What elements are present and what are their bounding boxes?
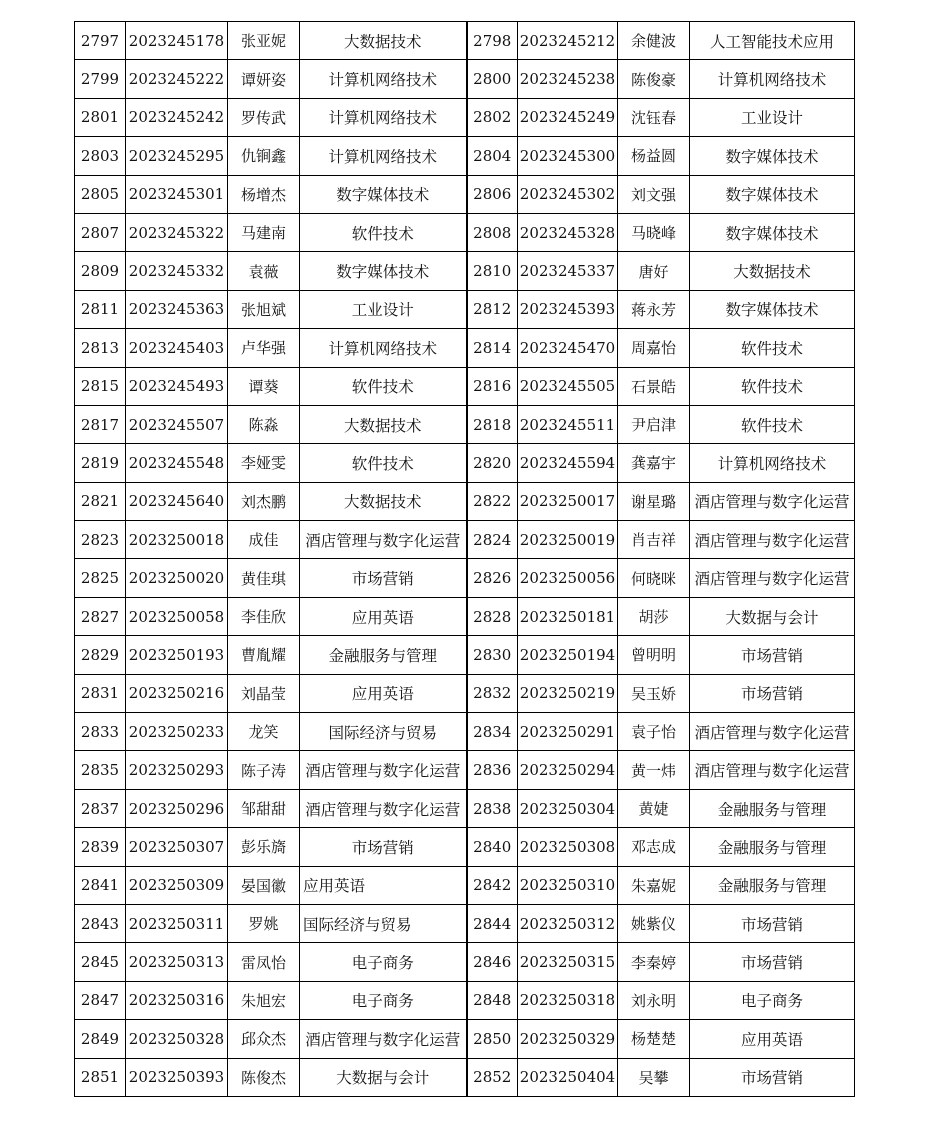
name-cell: 邱众杰 [228, 1020, 300, 1058]
seq-cell: 2837 [75, 789, 126, 827]
student-id-cell: 2023250181 [518, 597, 618, 635]
major-cell: 电子商务 [300, 981, 467, 1019]
seq-cell: 2836 [467, 751, 518, 789]
student-id-cell: 2023250312 [518, 904, 618, 942]
seq-cell: 2803 [75, 137, 126, 175]
seq-cell: 2802 [467, 98, 518, 136]
name-cell: 马晓峰 [618, 213, 690, 251]
student-id-cell: 2023250313 [126, 943, 228, 981]
seq-cell: 2799 [75, 60, 126, 98]
seq-cell: 2832 [467, 674, 518, 712]
name-cell: 谭葵 [228, 367, 300, 405]
student-id-cell: 2023250056 [518, 559, 618, 597]
seq-cell: 2840 [467, 828, 518, 866]
seq-cell: 2820 [467, 444, 518, 482]
name-cell: 姚紫仪 [618, 904, 690, 942]
seq-cell: 2842 [467, 866, 518, 904]
name-cell: 雷凤怡 [228, 943, 300, 981]
major-cell: 市场营销 [690, 636, 855, 674]
student-id-cell: 2023250328 [126, 1020, 228, 1058]
name-cell: 陈俊豪 [618, 60, 690, 98]
roster-body [75, 22, 855, 1097]
table-row [75, 290, 855, 328]
name-cell: 罗姚 [228, 904, 300, 942]
major-cell: 国际经济与贸易 [300, 713, 467, 751]
student-id-cell: 2023250316 [126, 981, 228, 1019]
name-cell: 刘文强 [618, 175, 690, 213]
major-cell: 数字媒体技术 [690, 213, 855, 251]
table-row [75, 482, 855, 520]
major-cell: 金融服务与管理 [690, 789, 855, 827]
student-id-cell: 2023245505 [518, 367, 618, 405]
major-cell: 计算机网络技术 [300, 329, 467, 367]
seq-cell: 2835 [75, 751, 126, 789]
seq-cell: 2801 [75, 98, 126, 136]
seq-cell: 2843 [75, 904, 126, 942]
student-id-cell: 2023250318 [518, 981, 618, 1019]
seq-cell: 2810 [467, 252, 518, 290]
major-cell: 酒店管理与数字化运营 [690, 521, 855, 559]
student-id-cell: 2023250020 [126, 559, 228, 597]
major-cell: 金融服务与管理 [690, 828, 855, 866]
student-id-cell: 2023250393 [126, 1058, 228, 1096]
name-cell: 李娅雯 [228, 444, 300, 482]
student-id-cell: 2023250304 [518, 789, 618, 827]
student-id-cell: 2023250193 [126, 636, 228, 674]
student-id-cell: 2023245222 [126, 60, 228, 98]
major-cell: 市场营销 [690, 943, 855, 981]
student-id-cell: 2023245511 [518, 405, 618, 443]
major-cell: 软件技术 [690, 367, 855, 405]
student-id-cell: 2023245640 [126, 482, 228, 520]
name-cell: 罗传武 [228, 98, 300, 136]
major-cell: 数字媒体技术 [690, 290, 855, 328]
name-cell: 胡莎 [618, 597, 690, 635]
seq-cell: 2851 [75, 1058, 126, 1096]
table-row [75, 713, 855, 751]
major-cell: 数字媒体技术 [690, 175, 855, 213]
name-cell: 余健波 [618, 22, 690, 60]
name-cell: 朱嘉妮 [618, 866, 690, 904]
major-cell: 应用英语 [300, 674, 467, 712]
name-cell: 谭妍姿 [228, 60, 300, 98]
student-id-cell: 2023245328 [518, 213, 618, 251]
table-row [75, 405, 855, 443]
major-cell: 大数据技术 [300, 405, 467, 443]
seq-cell: 2831 [75, 674, 126, 712]
student-id-cell: 2023250233 [126, 713, 228, 751]
table-row [75, 213, 855, 251]
student-id-cell: 2023245363 [126, 290, 228, 328]
major-cell: 金融服务与管理 [690, 866, 855, 904]
seq-cell: 2800 [467, 60, 518, 98]
name-cell: 杨增杰 [228, 175, 300, 213]
name-cell: 黄婕 [618, 789, 690, 827]
seq-cell: 2813 [75, 329, 126, 367]
student-id-cell: 2023245301 [126, 175, 228, 213]
name-cell: 黄佳琪 [228, 559, 300, 597]
student-id-cell: 2023250296 [126, 789, 228, 827]
student-id-cell: 2023245548 [126, 444, 228, 482]
seq-cell: 2830 [467, 636, 518, 674]
seq-cell: 2833 [75, 713, 126, 751]
seq-cell: 2848 [467, 981, 518, 1019]
seq-cell: 2819 [75, 444, 126, 482]
seq-cell: 2838 [467, 789, 518, 827]
seq-cell: 2827 [75, 597, 126, 635]
student-id-cell: 2023250294 [518, 751, 618, 789]
seq-cell: 2808 [467, 213, 518, 251]
seq-cell: 2845 [75, 943, 126, 981]
seq-cell: 2828 [467, 597, 518, 635]
student-id-cell: 2023250293 [126, 751, 228, 789]
student-id-cell: 2023245322 [126, 213, 228, 251]
name-cell: 石景皓 [618, 367, 690, 405]
major-cell: 市场营销 [300, 828, 467, 866]
seq-cell: 2815 [75, 367, 126, 405]
seq-cell: 2841 [75, 866, 126, 904]
student-id-cell: 2023245594 [518, 444, 618, 482]
name-cell: 曾明明 [618, 636, 690, 674]
name-cell: 张亚妮 [228, 22, 300, 60]
name-cell: 刘晶莹 [228, 674, 300, 712]
table-row [75, 751, 855, 789]
student-id-cell: 2023245242 [126, 98, 228, 136]
name-cell: 陈淼 [228, 405, 300, 443]
table-row [75, 60, 855, 98]
name-cell: 晏国徽 [228, 866, 300, 904]
table-row [75, 98, 855, 136]
seq-cell: 2834 [467, 713, 518, 751]
name-cell: 刘杰鹏 [228, 482, 300, 520]
student-id-cell: 2023250216 [126, 674, 228, 712]
major-cell: 市场营销 [690, 904, 855, 942]
table-row [75, 252, 855, 290]
student-id-cell: 2023250315 [518, 943, 618, 981]
major-cell: 计算机网络技术 [690, 60, 855, 98]
major-cell: 应用英语 [690, 1020, 855, 1058]
major-cell: 大数据技术 [300, 482, 467, 520]
major-cell: 市场营销 [690, 1058, 855, 1096]
name-cell: 袁薇 [228, 252, 300, 290]
name-cell: 肖吉祥 [618, 521, 690, 559]
name-cell: 龚嘉宇 [618, 444, 690, 482]
name-cell: 曹胤耀 [228, 636, 300, 674]
name-cell: 刘永明 [618, 981, 690, 1019]
student-roster-table [74, 21, 855, 1097]
table-row [75, 22, 855, 60]
table-row [75, 329, 855, 367]
student-id-cell: 2023250058 [126, 597, 228, 635]
student-id-cell: 2023250018 [126, 521, 228, 559]
seq-cell: 2806 [467, 175, 518, 213]
seq-cell: 2849 [75, 1020, 126, 1058]
seq-cell: 2809 [75, 252, 126, 290]
student-id-cell: 2023250404 [518, 1058, 618, 1096]
name-cell: 杨益圆 [618, 137, 690, 175]
major-cell: 大数据技术 [690, 252, 855, 290]
student-id-cell: 2023245295 [126, 137, 228, 175]
name-cell: 邓志成 [618, 828, 690, 866]
student-id-cell: 2023250329 [518, 1020, 618, 1058]
table-row [75, 943, 855, 981]
major-cell: 酒店管理与数字化运营 [300, 1020, 467, 1058]
major-cell: 软件技术 [690, 329, 855, 367]
seq-cell: 2821 [75, 482, 126, 520]
table-row [75, 674, 855, 712]
table-row [75, 444, 855, 482]
table-row [75, 904, 855, 942]
seq-cell: 2811 [75, 290, 126, 328]
major-cell: 工业设计 [690, 98, 855, 136]
major-cell: 软件技术 [300, 444, 467, 482]
student-id-cell: 2023245393 [518, 290, 618, 328]
table-row [75, 1020, 855, 1058]
seq-cell: 2839 [75, 828, 126, 866]
name-cell: 杨楚楚 [618, 1020, 690, 1058]
major-cell: 数字媒体技术 [300, 175, 467, 213]
student-id-cell: 2023250291 [518, 713, 618, 751]
student-id-cell: 2023250019 [518, 521, 618, 559]
major-cell: 计算机网络技术 [300, 98, 467, 136]
seq-cell: 2846 [467, 943, 518, 981]
student-id-cell: 2023245300 [518, 137, 618, 175]
major-cell: 数字媒体技术 [300, 252, 467, 290]
table-row [75, 636, 855, 674]
student-id-cell: 2023250308 [518, 828, 618, 866]
seq-cell: 2825 [75, 559, 126, 597]
seq-cell: 2829 [75, 636, 126, 674]
student-id-cell: 2023250307 [126, 828, 228, 866]
major-cell: 应用英语 [300, 597, 467, 635]
name-cell: 尹启津 [618, 405, 690, 443]
major-cell: 软件技术 [300, 213, 467, 251]
name-cell: 陈俊杰 [228, 1058, 300, 1096]
name-cell: 卢华强 [228, 329, 300, 367]
name-cell: 沈钰春 [618, 98, 690, 136]
seq-cell: 2823 [75, 521, 126, 559]
seq-cell: 2822 [467, 482, 518, 520]
student-id-cell: 2023245238 [518, 60, 618, 98]
name-cell: 马建南 [228, 213, 300, 251]
seq-cell: 2804 [467, 137, 518, 175]
seq-cell: 2805 [75, 175, 126, 213]
seq-cell: 2816 [467, 367, 518, 405]
major-cell: 软件技术 [690, 405, 855, 443]
name-cell: 龙笑 [228, 713, 300, 751]
seq-cell: 2850 [467, 1020, 518, 1058]
major-cell: 电子商务 [690, 981, 855, 1019]
table-row [75, 367, 855, 405]
table-row [75, 1058, 855, 1096]
seq-cell: 2844 [467, 904, 518, 942]
seq-cell: 2817 [75, 405, 126, 443]
table-row [75, 789, 855, 827]
major-cell: 酒店管理与数字化运营 [690, 482, 855, 520]
student-id-cell: 2023250311 [126, 904, 228, 942]
major-cell: 大数据与会计 [300, 1058, 467, 1096]
table-row [75, 521, 855, 559]
seq-cell: 2826 [467, 559, 518, 597]
student-id-cell: 2023245212 [518, 22, 618, 60]
major-cell: 市场营销 [300, 559, 467, 597]
name-cell: 蒋永芳 [618, 290, 690, 328]
student-id-cell: 2023245337 [518, 252, 618, 290]
seq-cell: 2798 [467, 22, 518, 60]
major-cell: 酒店管理与数字化运营 [300, 751, 467, 789]
major-cell: 软件技术 [300, 367, 467, 405]
name-cell: 黄一炜 [618, 751, 690, 789]
seq-cell: 2818 [467, 405, 518, 443]
seq-cell: 2847 [75, 981, 126, 1019]
student-id-cell: 2023245249 [518, 98, 618, 136]
name-cell: 吴玉娇 [618, 674, 690, 712]
student-id-cell: 2023245178 [126, 22, 228, 60]
seq-cell: 2797 [75, 22, 126, 60]
major-cell: 应用英语 [300, 866, 467, 904]
major-cell: 计算机网络技术 [690, 444, 855, 482]
seq-cell: 2812 [467, 290, 518, 328]
major-cell: 计算机网络技术 [300, 137, 467, 175]
student-id-cell: 2023250310 [518, 866, 618, 904]
major-cell: 酒店管理与数字化运营 [690, 713, 855, 751]
major-cell: 计算机网络技术 [300, 60, 467, 98]
major-cell: 大数据与会计 [690, 597, 855, 635]
name-cell: 李佳欣 [228, 597, 300, 635]
student-id-cell: 2023245302 [518, 175, 618, 213]
student-id-cell: 2023250194 [518, 636, 618, 674]
student-id-cell: 2023245493 [126, 367, 228, 405]
name-cell: 谢星璐 [618, 482, 690, 520]
name-cell: 袁子怡 [618, 713, 690, 751]
name-cell: 陈子涛 [228, 751, 300, 789]
student-id-cell: 2023245470 [518, 329, 618, 367]
table-row [75, 828, 855, 866]
name-cell: 唐好 [618, 252, 690, 290]
name-cell: 成佳 [228, 521, 300, 559]
student-id-cell: 2023250309 [126, 866, 228, 904]
table-row [75, 137, 855, 175]
major-cell: 电子商务 [300, 943, 467, 981]
table-row [75, 866, 855, 904]
table-row [75, 175, 855, 213]
major-cell: 酒店管理与数字化运营 [300, 789, 467, 827]
table-row [75, 559, 855, 597]
major-cell: 酒店管理与数字化运营 [690, 751, 855, 789]
seq-cell: 2814 [467, 329, 518, 367]
seq-cell: 2852 [467, 1058, 518, 1096]
major-cell: 国际经济与贸易 [300, 904, 467, 942]
student-id-cell: 2023250017 [518, 482, 618, 520]
name-cell: 李秦婷 [618, 943, 690, 981]
major-cell: 酒店管理与数字化运营 [690, 559, 855, 597]
name-cell: 邹甜甜 [228, 789, 300, 827]
student-id-cell: 2023245507 [126, 405, 228, 443]
table-row [75, 981, 855, 1019]
name-cell: 何晓咪 [618, 559, 690, 597]
major-cell: 酒店管理与数字化运营 [300, 521, 467, 559]
student-id-cell: 2023245403 [126, 329, 228, 367]
major-cell: 人工智能技术应用 [690, 22, 855, 60]
student-id-cell: 2023245332 [126, 252, 228, 290]
seq-cell: 2824 [467, 521, 518, 559]
name-cell: 周嘉怡 [618, 329, 690, 367]
name-cell: 朱旭宏 [228, 981, 300, 1019]
major-cell: 数字媒体技术 [690, 137, 855, 175]
table-row [75, 597, 855, 635]
major-cell: 工业设计 [300, 290, 467, 328]
name-cell: 仇锏鑫 [228, 137, 300, 175]
name-cell: 张旭斌 [228, 290, 300, 328]
major-cell: 大数据技术 [300, 22, 467, 60]
name-cell: 吴攀 [618, 1058, 690, 1096]
major-cell: 市场营销 [690, 674, 855, 712]
student-id-cell: 2023250219 [518, 674, 618, 712]
major-cell: 金融服务与管理 [300, 636, 467, 674]
seq-cell: 2807 [75, 213, 126, 251]
name-cell: 彭乐旖 [228, 828, 300, 866]
